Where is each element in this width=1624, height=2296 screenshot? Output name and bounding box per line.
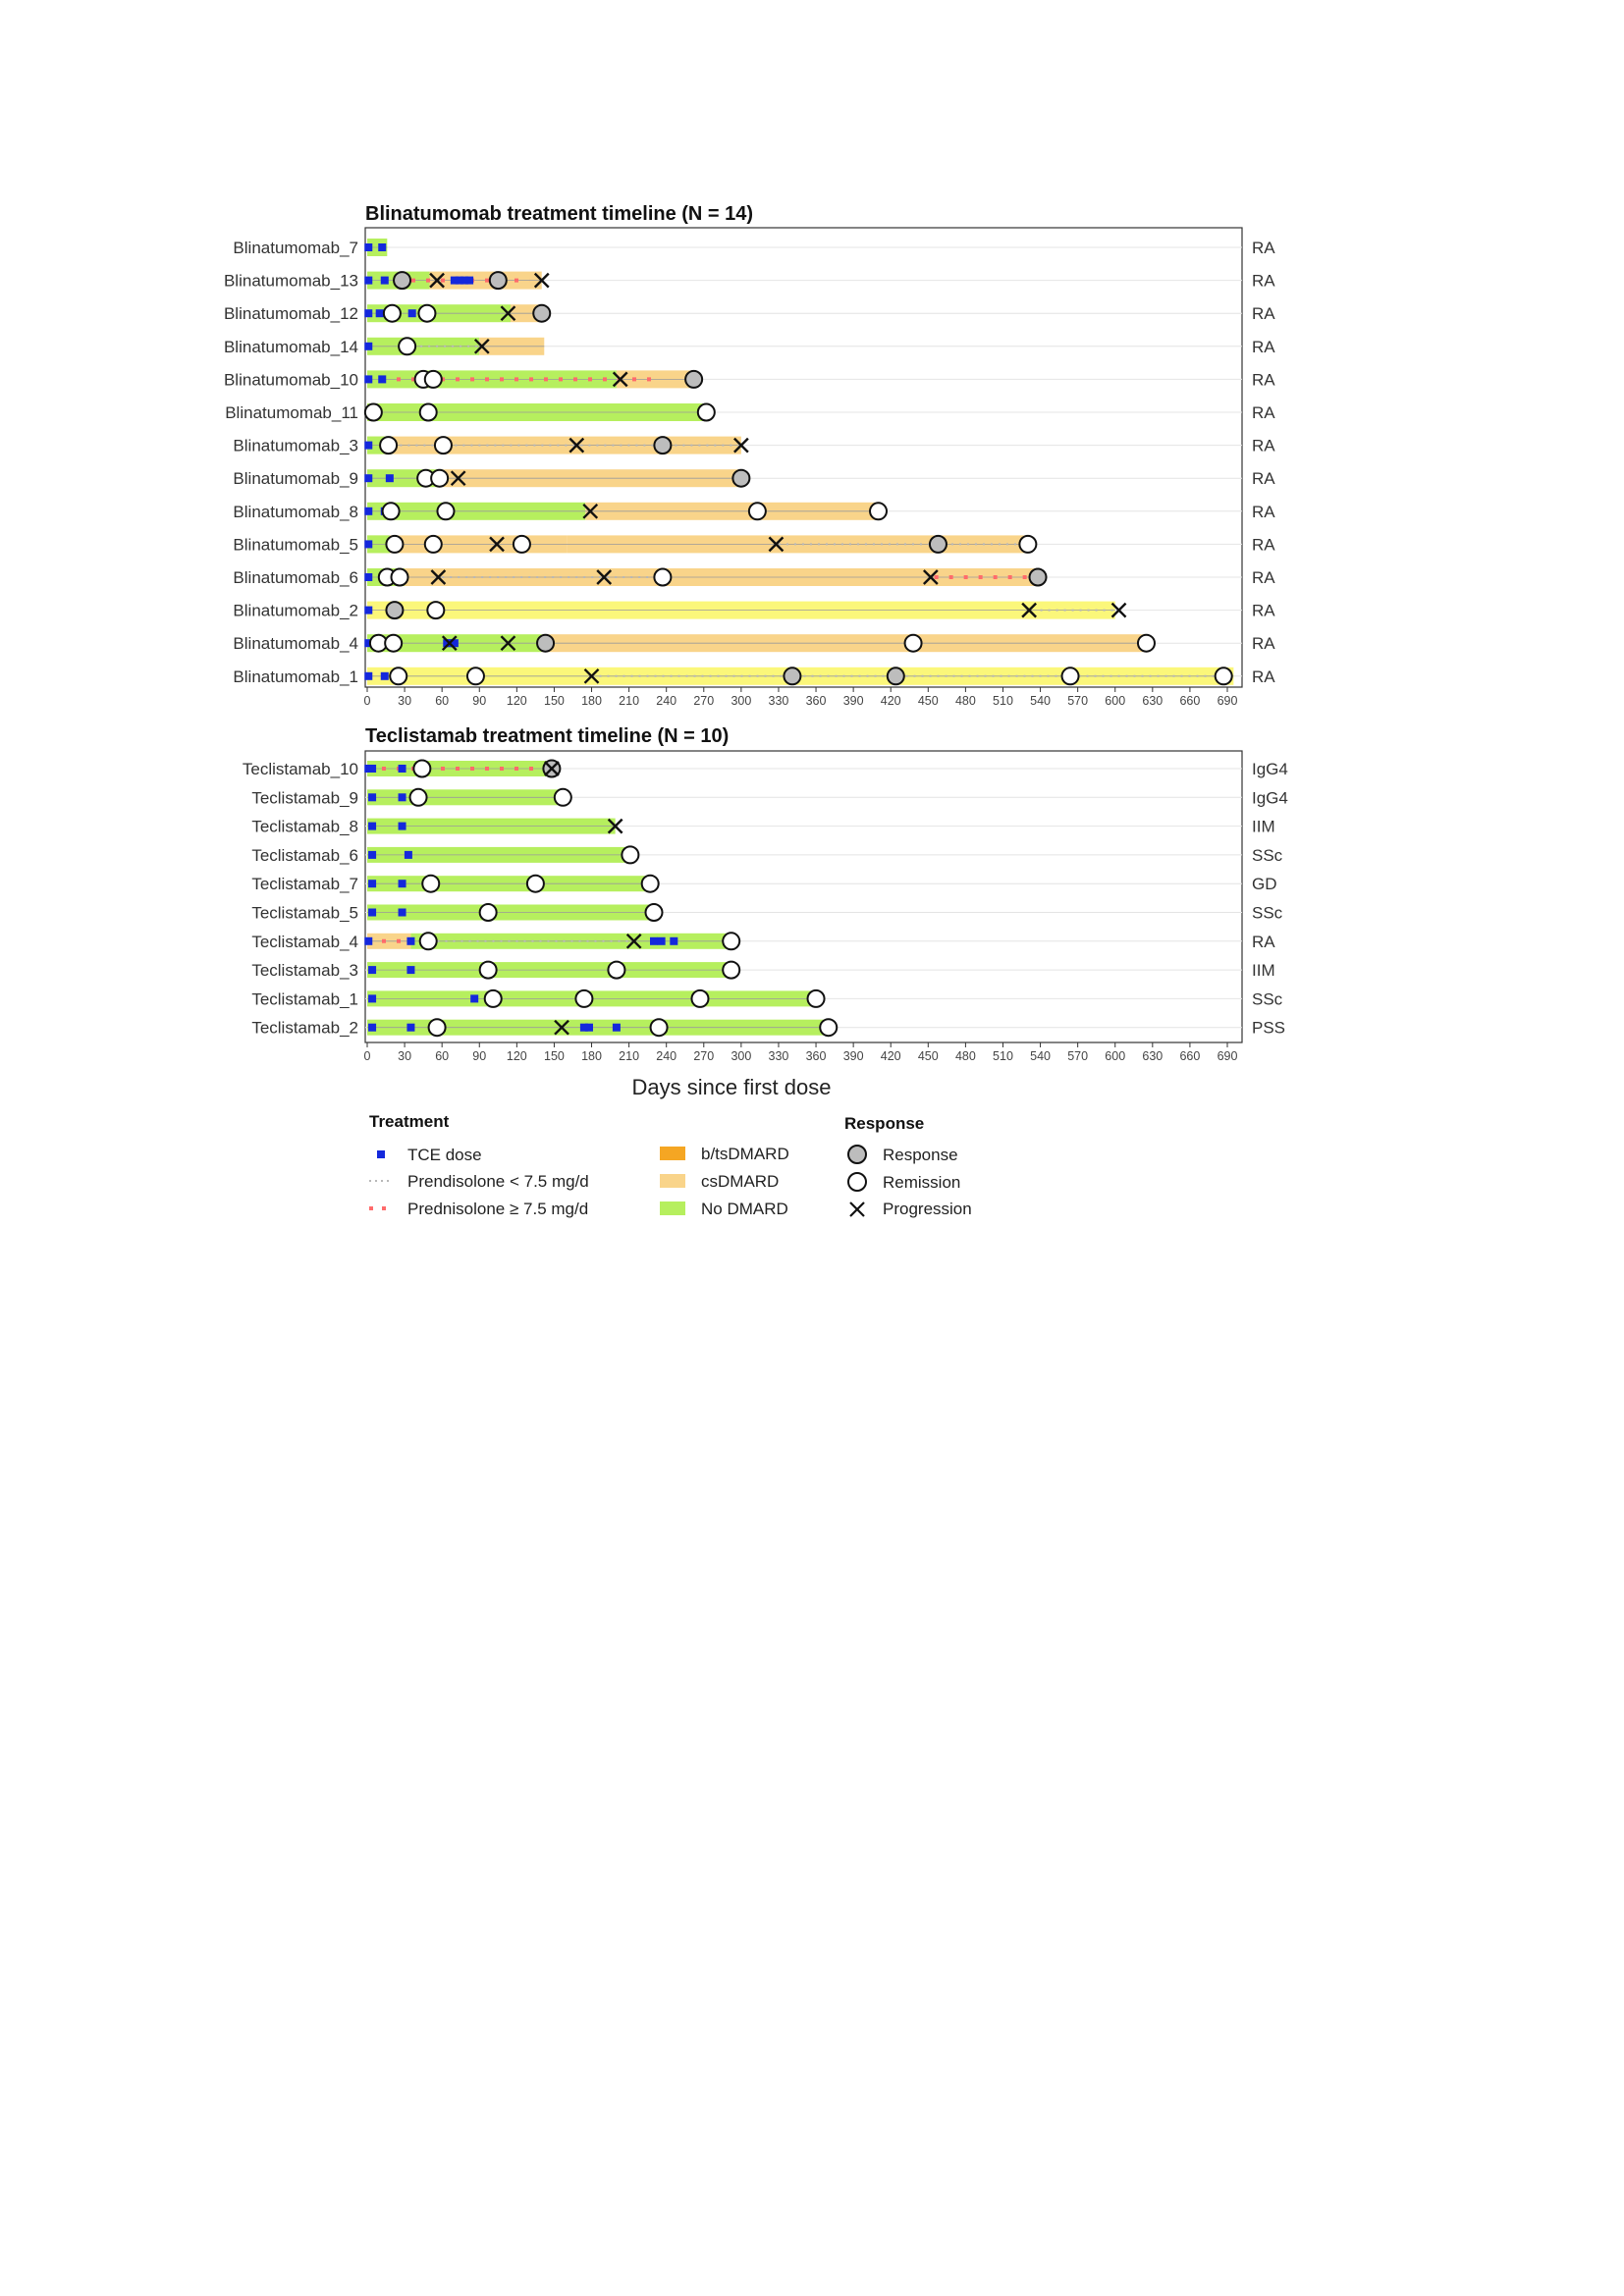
- tce-dose-marker: [405, 851, 412, 859]
- tce-dose-marker: [368, 966, 376, 974]
- x-axis-label: Days since first dose: [631, 1075, 832, 1099]
- row-group-label: PSS: [1252, 1018, 1286, 1038]
- legend-tce-label: TCE dose: [407, 1146, 482, 1164]
- response-marker: [490, 272, 507, 289]
- x-tick-label: 30: [398, 694, 412, 708]
- row-label: Blinatumomab_5: [233, 535, 358, 555]
- tec-title: Teclistamab treatment timeline (N = 10): [365, 725, 730, 747]
- x-tick-label: 510: [993, 1049, 1013, 1063]
- x-tick-label: 450: [917, 694, 939, 708]
- tce-dose-marker: [368, 909, 376, 917]
- remission-marker: [480, 904, 497, 921]
- remission-marker: [392, 569, 408, 586]
- tce-dose-marker: [368, 880, 376, 887]
- tce-dose-marker: [470, 994, 478, 1002]
- row-group-label: IgG4: [1252, 788, 1288, 808]
- x-tick-label: 120: [506, 1049, 527, 1063]
- legend-pred-low-label: Prendisolone < 7.5 mg/d: [407, 1172, 589, 1191]
- x-tick-label: 150: [544, 1049, 565, 1063]
- x-tick-label: 330: [768, 1049, 789, 1063]
- blinatumomab-panel: [224, 228, 1275, 708]
- x-tick-label: 60: [435, 694, 450, 708]
- tce-dose-marker: [364, 573, 372, 581]
- remission-marker: [905, 635, 922, 652]
- x-tick-label: 540: [1030, 1049, 1051, 1063]
- row-label: Blinatumomab_10: [223, 370, 358, 390]
- row-group-label: IgG4: [1252, 760, 1288, 778]
- row-group-label: RA: [1252, 436, 1275, 455]
- row-label: Blinatumomab_6: [233, 568, 358, 587]
- x-tick-label: 690: [1217, 1049, 1238, 1063]
- row-label: Blinatumomab_9: [233, 469, 358, 489]
- tce-dose-marker: [381, 672, 389, 680]
- x-tick-label: 210: [619, 694, 640, 708]
- remission-marker: [749, 503, 766, 519]
- tce-dose-marker: [364, 607, 372, 614]
- row-label: Teclistamab_1: [251, 989, 358, 1009]
- x-tick-label: 30: [398, 1049, 412, 1063]
- response-marker: [654, 437, 671, 454]
- row-label: Blinatumomab_7: [233, 239, 358, 257]
- tce-dose-marker: [364, 474, 372, 482]
- x-tick-label: 660: [1179, 694, 1201, 708]
- legend-pred-high-label: Prednisolone ≥ 7.5 mg/d: [407, 1200, 589, 1218]
- row-group-label: RA: [1252, 568, 1275, 587]
- tce-dose-marker: [364, 540, 372, 548]
- row-label: Blinatumomab_11: [225, 403, 358, 422]
- tce-dose-marker: [399, 909, 406, 917]
- remission-marker: [485, 990, 502, 1007]
- remission-marker: [646, 904, 663, 921]
- remission-marker: [429, 1019, 446, 1036]
- tce-dose-marker: [406, 966, 414, 974]
- row-group-label: RA: [1252, 271, 1275, 291]
- x-tick-label: 330: [768, 694, 789, 708]
- legend-cs-label: csDMARD: [701, 1172, 780, 1191]
- x-tick-label: 0: [363, 1049, 371, 1063]
- x-tick-label: 60: [435, 1049, 450, 1063]
- row-label: Teclistamab_2: [251, 1018, 358, 1038]
- tce-dose-marker: [364, 507, 372, 515]
- row-label: Teclistamab_8: [251, 817, 358, 836]
- remission-marker: [435, 437, 452, 454]
- remission-marker: [365, 404, 382, 421]
- legend-nod-label: No DMARD: [701, 1200, 788, 1218]
- remission-marker: [698, 404, 715, 421]
- row-label: Blinatumomab_14: [223, 337, 358, 356]
- remission-marker: [399, 338, 415, 354]
- remission-marker: [437, 503, 454, 519]
- row-label: Teclistamab_3: [251, 961, 358, 981]
- legend-cs-swatch: [660, 1174, 685, 1188]
- x-tick-label: 390: [842, 1049, 864, 1063]
- legend-remission-marker: [848, 1173, 866, 1191]
- remission-marker: [380, 437, 397, 454]
- tce-dose-marker: [399, 880, 406, 887]
- x-tick-label: 630: [1142, 1049, 1164, 1063]
- row-label: Teclistamab_10: [242, 760, 358, 778]
- x-tick-label: 390: [842, 694, 864, 708]
- remission-marker: [555, 789, 571, 806]
- row-label: Blinatumomab_2: [233, 601, 358, 620]
- x-tick-label: 360: [805, 1049, 827, 1063]
- response-marker: [784, 667, 800, 684]
- tce-dose-marker: [364, 243, 372, 251]
- row-group-label: RA: [1252, 304, 1275, 324]
- x-tick-label: 90: [472, 1049, 487, 1063]
- x-tick-label: 300: [731, 1049, 752, 1063]
- teclistamab-panel: [243, 751, 1288, 1063]
- row-label: Teclistamab_9: [251, 788, 358, 808]
- remission-marker: [467, 667, 484, 684]
- legend-remission-label: Remission: [883, 1173, 961, 1192]
- row-label: Blinatumomab_13: [223, 271, 358, 291]
- remission-marker: [527, 876, 544, 892]
- row-group-label: RA: [1252, 601, 1275, 620]
- row-label: Blinatumomab_1: [233, 667, 358, 686]
- x-tick-label: 180: [581, 1049, 602, 1063]
- remission-marker: [383, 503, 400, 519]
- response-marker: [537, 635, 554, 652]
- tce-dose-marker: [585, 1024, 593, 1032]
- remission-marker: [575, 990, 592, 1007]
- row-label: Teclistamab_7: [251, 875, 358, 894]
- remission-marker: [390, 667, 406, 684]
- tce-dose-marker: [399, 765, 406, 773]
- tce-dose-marker: [670, 937, 677, 945]
- response-marker: [888, 667, 904, 684]
- row-label: Blinatumomab_4: [233, 634, 358, 654]
- x-tick-label: 420: [880, 694, 901, 708]
- row-group-label: RA: [1252, 667, 1275, 686]
- remission-marker: [608, 962, 624, 979]
- remission-marker: [1216, 667, 1232, 684]
- remission-marker: [427, 602, 444, 618]
- tce-dose-marker: [368, 851, 376, 859]
- remission-marker: [384, 305, 401, 322]
- response-marker: [1030, 569, 1047, 586]
- legend-response-title: Response: [844, 1114, 925, 1133]
- tce-dose-marker: [364, 309, 372, 317]
- row-group-label: RA: [1252, 239, 1275, 257]
- remission-marker: [413, 761, 430, 777]
- row-label: Blinatumomab_3: [233, 436, 358, 455]
- tce-dose-marker: [386, 474, 394, 482]
- x-tick-label: 180: [581, 694, 602, 708]
- tce-dose-marker: [364, 277, 372, 285]
- x-tick-label: 90: [472, 694, 487, 708]
- tce-dose-marker: [399, 823, 406, 830]
- remission-marker: [654, 569, 671, 586]
- tce-dose-marker: [378, 243, 386, 251]
- legend-response-label: Response: [883, 1146, 958, 1164]
- tce-dose-marker: [378, 375, 386, 383]
- remission-marker: [425, 371, 442, 388]
- remission-marker: [651, 1019, 668, 1036]
- remission-marker: [514, 536, 530, 553]
- x-tick-label: 240: [656, 1049, 677, 1063]
- tce-dose-marker: [376, 309, 384, 317]
- tce-dose-marker: [368, 994, 376, 1002]
- remission-marker: [1019, 536, 1036, 553]
- response-marker: [533, 305, 550, 322]
- tce-dose-marker: [658, 937, 666, 945]
- tce-dose-marker: [465, 277, 473, 285]
- row-group-label: IIM: [1252, 961, 1275, 981]
- tce-dose-marker: [406, 937, 414, 945]
- x-tick-label: 150: [544, 694, 565, 708]
- x-tick-label: 240: [656, 694, 677, 708]
- x-tick-label: 270: [693, 694, 715, 708]
- x-tick-label: 690: [1217, 694, 1238, 708]
- tce-dose-marker: [408, 309, 416, 317]
- remission-marker: [820, 1019, 837, 1036]
- remission-marker: [410, 789, 427, 806]
- remission-marker: [723, 933, 739, 949]
- row-label: Teclistamab_4: [251, 932, 358, 951]
- legend-tce-swatch: [377, 1150, 385, 1158]
- remission-marker: [1062, 667, 1079, 684]
- remission-marker: [385, 635, 402, 652]
- response-marker: [685, 371, 702, 388]
- row-group-label: RA: [1252, 535, 1275, 555]
- row-group-label: RA: [1252, 634, 1275, 654]
- tce-dose-marker: [399, 793, 406, 801]
- row-group-label: RA: [1252, 370, 1275, 390]
- row-group-label: SSc: [1252, 903, 1283, 923]
- remission-marker: [808, 990, 825, 1007]
- legend-response-marker: [848, 1146, 866, 1163]
- tce-dose-marker: [368, 823, 376, 830]
- tce-dose-marker: [406, 1024, 414, 1032]
- remission-marker: [420, 933, 437, 949]
- tce-dose-marker: [368, 765, 376, 773]
- row-label: Teclistamab_6: [251, 845, 358, 865]
- row-group-label: IIM: [1252, 817, 1275, 836]
- remission-marker: [691, 990, 708, 1007]
- remission-marker: [480, 962, 497, 979]
- remission-marker: [420, 404, 437, 421]
- legend-bts-label: b/tsDMARD: [701, 1145, 789, 1163]
- x-tick-label: 120: [506, 694, 527, 708]
- row-label: Blinatumomab_12: [223, 304, 358, 324]
- x-tick-label: 660: [1179, 1049, 1201, 1063]
- tce-dose-marker: [368, 1024, 376, 1032]
- tce-dose-marker: [368, 793, 376, 801]
- row-group-label: GD: [1252, 875, 1277, 894]
- remission-marker: [723, 962, 739, 979]
- response-marker: [394, 272, 410, 289]
- remission-marker: [870, 503, 887, 519]
- row-group-label: RA: [1252, 932, 1275, 951]
- x-tick-label: 420: [880, 1049, 901, 1063]
- remission-marker: [418, 305, 435, 322]
- row-label: Blinatumomab_8: [233, 502, 358, 521]
- remission-marker: [622, 846, 638, 863]
- legend: [369, 1112, 972, 1218]
- tce-dose-marker: [650, 937, 658, 945]
- row-group-label: RA: [1252, 469, 1275, 489]
- legend-nod-swatch: [660, 1201, 685, 1215]
- x-tick-label: 300: [731, 694, 752, 708]
- x-tick-label: 210: [619, 1049, 640, 1063]
- response-marker: [930, 536, 947, 553]
- row-group-label: SSc: [1252, 989, 1283, 1009]
- remission-marker: [425, 536, 442, 553]
- x-tick-label: 570: [1067, 694, 1089, 708]
- row-group-label: RA: [1252, 403, 1275, 422]
- tce-dose-marker: [364, 672, 372, 680]
- row-group-label: RA: [1252, 337, 1275, 356]
- x-tick-label: 630: [1142, 694, 1164, 708]
- tce-dose-marker: [364, 442, 372, 450]
- legend-progression-label: Progression: [883, 1200, 972, 1218]
- row-group-label: SSc: [1252, 845, 1283, 865]
- blin-title: Blinatumomab treatment timeline (N = 14): [365, 203, 754, 225]
- x-tick-label: 450: [917, 1049, 939, 1063]
- row-label: Teclistamab_5: [251, 903, 358, 923]
- x-tick-label: 540: [1030, 694, 1051, 708]
- x-tick-label: 570: [1067, 1049, 1089, 1063]
- x-tick-label: 0: [363, 694, 371, 708]
- legend-bts-swatch: [660, 1147, 685, 1160]
- row-group-label: RA: [1252, 502, 1275, 521]
- remission-marker: [642, 876, 659, 892]
- tce-dose-marker: [364, 343, 372, 350]
- x-tick-label: 600: [1105, 694, 1126, 708]
- x-tick-label: 360: [805, 694, 827, 708]
- legend-progression-marker: [850, 1202, 864, 1216]
- tce-dose-marker: [613, 1024, 621, 1032]
- remission-marker: [1138, 635, 1155, 652]
- x-tick-label: 600: [1105, 1049, 1126, 1063]
- response-marker: [386, 602, 403, 618]
- legend-treatment-title: Treatment: [369, 1112, 450, 1131]
- x-tick-label: 480: [954, 694, 976, 708]
- tce-dose-marker: [364, 375, 372, 383]
- remission-marker: [422, 876, 439, 892]
- x-tick-label: 480: [954, 1049, 976, 1063]
- tce-dose-marker: [364, 937, 372, 945]
- tce-dose-marker: [381, 277, 389, 285]
- remission-marker: [431, 470, 448, 487]
- x-tick-label: 270: [693, 1049, 715, 1063]
- response-marker: [732, 470, 749, 487]
- remission-marker: [386, 536, 403, 553]
- x-tick-label: 510: [993, 694, 1013, 708]
